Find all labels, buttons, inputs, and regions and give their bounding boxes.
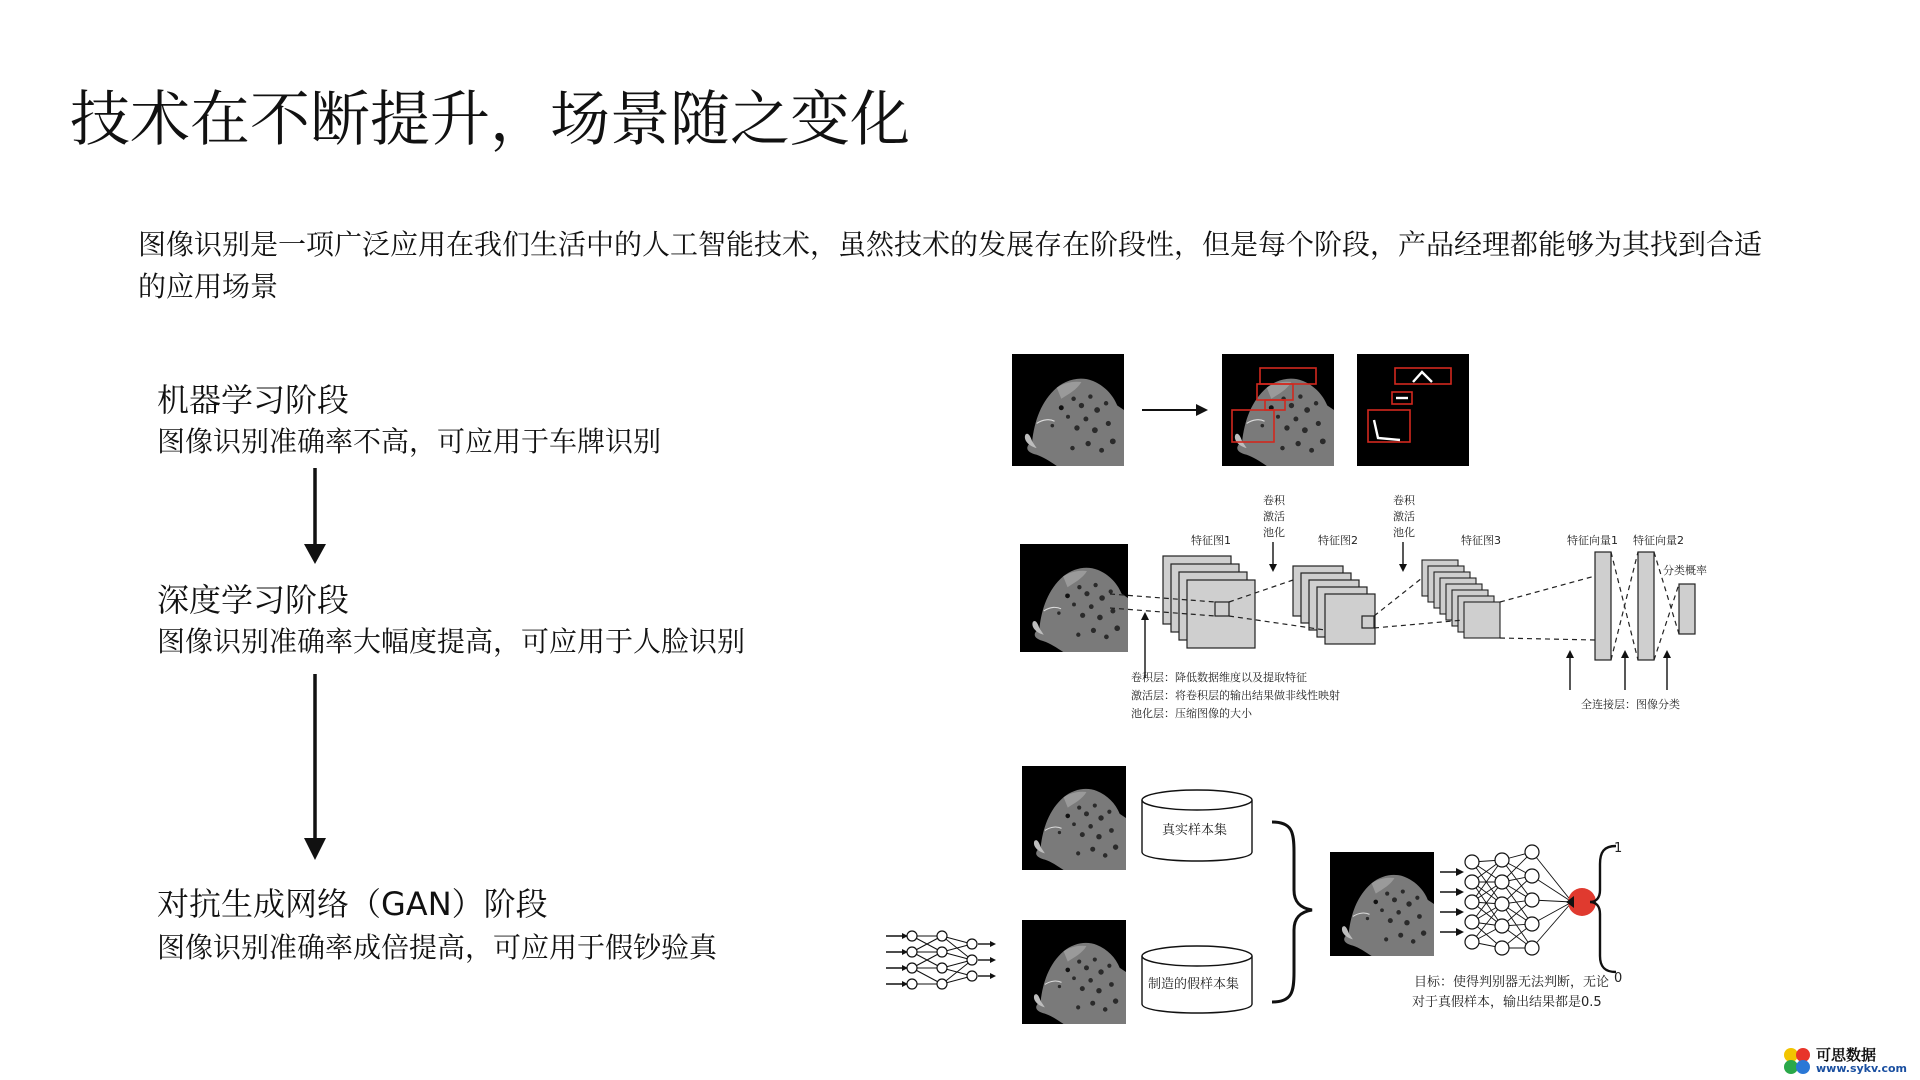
gan-goal-line-1: 目标：使得判别器无法判断，无论 [1414,975,1610,990]
stage-ml-title: 机器学习阶段 [157,381,350,419]
cnn-input-leopard [1020,544,1128,652]
stage-dl-desc: 图像识别准确率大幅度提高，可应用于人脸识别 [157,625,746,658]
page-title: 技术在不断提升，场景随之变化 [70,85,910,155]
output-one-label: 1 [1614,841,1623,856]
feature-map-2-stack [1293,566,1375,644]
conv-label-1c: 池化 [1263,526,1285,539]
gan-goal-line-2: 对于真假样本，输出结果都是0.5 [1412,995,1602,1010]
cnn-legend-activation: 激活层：将卷积层的输出结果做非线性映射 [1131,689,1340,702]
feature-map-3-stack [1422,560,1500,638]
stage-gan-title: 对抗生成网络（GAN）阶段 [157,885,548,923]
feature-vector-2-label: 特征向量2 [1633,534,1684,547]
class-prob-vector [1679,584,1695,634]
leopard-image [1012,354,1124,466]
feature-vector-2 [1638,552,1654,660]
watermark-url: www.sykv.com [1816,1062,1907,1075]
output-zero-label: 0 [1614,971,1623,986]
real-sample-leopard [1022,766,1126,870]
cnn-legend-pooling: 池化层：压缩图像的大小 [1131,707,1252,720]
discriminator-input-leopard [1330,852,1434,956]
feature-map-3-label: 特征图3 [1461,534,1501,547]
feature-vector-1 [1595,552,1611,660]
discriminator-network [1440,845,1596,955]
stage-ml-desc: 图像识别准确率不高，可应用于车牌识别 [157,425,662,458]
ml-feature-diagram [1010,354,1480,470]
cnn-legend-conv: 卷积层：降低数据维度以及提取特征 [1131,671,1307,684]
stage-gan-desc: 图像识别准确率成倍提高，可应用于假钞验真 [157,931,718,964]
fake-sample-leopard [1022,920,1126,1024]
conv-label-2b: 激活 [1393,510,1415,523]
conv-label-2a: 卷积 [1393,494,1415,507]
fake-sample-label: 制造的假样本集 [1148,977,1240,992]
stage-arrow-2 [298,672,332,862]
generator-network [886,931,996,989]
feature-map-1-label: 特征图1 [1191,534,1231,547]
class-prob-label: 分类概率 [1663,564,1707,577]
feature-vector-1-label: 特征向量1 [1567,534,1618,547]
watermark-name: 可思数据 [1816,1046,1877,1064]
watermark-logo-icon [1782,1046,1812,1076]
feature-map-2-label: 特征图2 [1318,534,1358,547]
real-sample-label: 真实样本集 [1162,823,1228,838]
stage-arrow-1 [298,466,332,566]
merge-brace [1272,822,1312,1002]
right-arrow-icon [1196,404,1208,416]
gan-diagram [880,760,1640,1030]
conv-label-1a: 卷积 [1263,494,1285,507]
watermark [1782,1044,1918,1078]
cnn-diagram [1015,490,1715,730]
stage-dl-title: 深度学习阶段 [157,581,350,619]
conv-label-2c: 池化 [1393,526,1415,539]
conv-label-1b: 激活 [1263,510,1285,523]
fc-layer-label: 全连接层：图像分类 [1581,698,1680,711]
intro-paragraph: 图像识别是一项广泛应用在我们生活中的人工智能技术，虽然技术的发展存在阶段性，但是每个阶段，产品经理都能够为其找到合适的应用场景 [138,228,1763,303]
